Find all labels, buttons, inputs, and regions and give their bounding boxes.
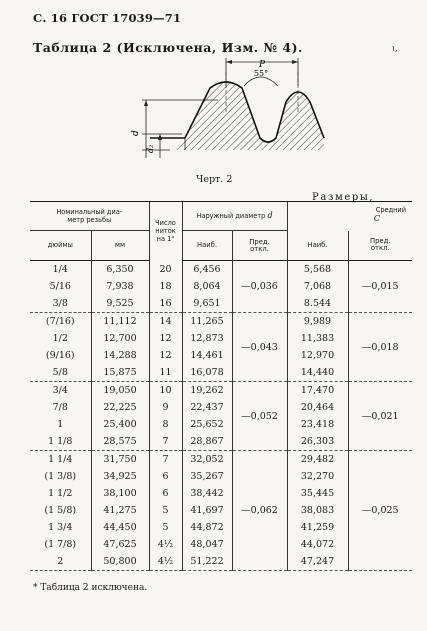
header-nominal-diameter: Номинальный диа- метр резьбы [30,202,149,231]
cell-outer-max: 48,047 [182,536,232,553]
cell-inch: 3/4 [52,385,68,397]
cell-mm: 11,112 [91,313,149,331]
cell-mm: 41,275 [91,502,149,519]
cell-threads: 7 [149,433,182,451]
cell-mm: 12,700 [91,330,149,347]
cell-mm: 50,800 [91,553,149,571]
cell-mean-max: 9,989 [287,313,348,331]
cell-mm: 22,225 [91,400,149,417]
cell-outer-tolerance: —0,043 [232,313,287,382]
cell-mm: 38,100 [91,485,149,502]
cell-outer-max: 19,262 [182,382,232,400]
table-header [30,202,412,261]
cell-mm: 47,625 [91,536,149,553]
cell-threads: 4½ [149,536,182,553]
cell-threads: 6 [149,469,182,486]
cell-inch: 5/16 [49,280,71,292]
cell-outer-max: 51,222 [182,553,232,571]
page-header: С. 16 ГОСТ 17039—71 [33,11,182,25]
cell-mm: 15,875 [91,364,149,382]
cell-inch: 1 [57,418,64,430]
table-row [30,261,412,279]
cell-mean-max: 41,259 [287,519,348,536]
cell-outer-tolerance: —0,062 [232,451,287,571]
corner-mark: ɩ, [392,44,398,53]
cell-outer-tolerance: —0,036 [232,261,287,313]
cell-mean-tolerance: —0,018 [348,313,412,382]
header-mm: мм [91,231,149,261]
header-mean-diameter: Средний С [287,202,412,231]
cell-outer-max: 14,461 [182,347,232,364]
cell-inch: (1 3/8) [44,471,77,483]
cell-threads: 8 [149,416,182,433]
cell-mean-max: 23,418 [287,416,348,433]
cell-inch: 1/2 [52,333,68,345]
header-inches: дюймы [30,231,91,261]
cell-inch: 2 [30,553,91,571]
cell-threads: 5 [149,519,182,536]
cell-inch: 1 1/8 [30,433,91,451]
cell-inch: 1 1/2 [48,488,73,500]
cell-outer-max: 44,872 [182,519,232,536]
cell-outer-max: 35,267 [182,469,232,486]
header-threads-per-inch: Число ниток на 1" [149,202,182,261]
cell-mm: 7,938 [91,278,149,295]
cell-threads: 6 [149,485,182,502]
cell-inch: (1 7/8) [44,538,77,550]
cell-mm: 25,400 [91,416,149,433]
cell-outer-max: 38,442 [182,485,232,502]
cell-threads: 20 [149,261,182,279]
cell-mean-max: 26,303 [287,433,348,451]
header-mean-max: Наиб. [287,231,348,261]
cell-mm: 6,350 [91,261,149,279]
cell-mm: 14,288 [91,347,149,364]
cell-inch: 5/8 [30,364,91,382]
cell-outer-max: 9,651 [182,295,232,313]
footnote: * Таблица 2 исключена. [33,583,148,593]
cell-threads: 4½ [149,553,182,571]
cell-inch: 3/8 [30,295,91,313]
cell-threads: 14 [149,313,182,331]
cell-outer-max: 6,456 [182,261,232,279]
cell-inch: (9/16) [45,349,75,361]
pitch-label: P [258,60,266,70]
cell-mean-tolerance: —0,015 [348,261,412,313]
cell-outer-max: 8,064 [182,278,232,295]
cell-mm: 9,525 [91,295,149,313]
cell-mean-max: 44,072 [287,536,348,553]
d-label: d [131,130,141,136]
cell-inch: 1 3/4 [48,521,73,533]
cell-mm: 19,050 [91,382,149,400]
cell-inch: 1 1/4 [48,454,73,466]
cell-threads: 12 [149,347,182,364]
header-mean-tolerance: Пред. откл. [348,231,412,261]
cell-mean-max: 29,482 [287,451,348,469]
cell-mm: 31,750 [91,451,149,469]
cell-outer-max: 11,265 [182,313,232,331]
dimensions-label: Размеры, [312,192,375,203]
cell-threads: 5 [149,502,182,519]
cell-threads: 10 [149,382,182,400]
cell-mean-max: 20,464 [287,400,348,417]
cell-outer-tolerance: —0,052 [232,382,287,451]
cell-mean-max: 14,440 [287,364,348,382]
cell-outer-max: 25,652 [182,416,232,433]
cell-mean-max: 47,247 [287,553,348,571]
header-outer-tolerance: Пред. откл. [232,231,287,261]
cell-mean-max: 17,470 [287,382,348,400]
cell-threads: 9 [149,400,182,417]
cell-threads: 16 [149,295,182,313]
thread-profile-drawing [120,58,330,170]
cell-mean-tolerance: —0,025 [348,451,412,571]
cell-outer-max: 32,052 [182,451,232,469]
table-row [30,313,412,331]
cell-outer-max: 22,437 [182,400,232,417]
cell-mean-max: 32,270 [287,469,348,486]
table-body [30,261,412,571]
cell-inch: 7/8 [52,402,68,414]
cell-outer-max: 16,078 [182,364,232,382]
cell-outer-max: 41,697 [182,502,232,519]
thread-dimensions-table [30,201,412,571]
cell-mean-max: 8.544 [287,295,348,313]
cell-inch: (7/16) [45,316,75,328]
d2-label: d₂ [146,144,155,153]
cell-mean-max: 7,068 [287,278,348,295]
cell-inch: 1/4 [52,263,68,275]
cell-mean-max: 38,083 [287,502,348,519]
cell-outer-max: 28,867 [182,433,232,451]
cell-mean-max: 35,445 [287,485,348,502]
header-outer-max: Наиб. [182,231,232,261]
table-row [30,382,412,400]
cell-mean-tolerance: —0,021 [348,382,412,451]
cell-mm: 28,575 [91,433,149,451]
cell-mean-max: 12,970 [287,347,348,364]
cell-mean-max: 11,383 [287,330,348,347]
cell-outer-max: 12,873 [182,330,232,347]
drawing-caption: Черт. 2 [196,174,233,185]
angle-arc [244,77,278,86]
cell-threads: 12 [149,330,182,347]
cell-threads: 18 [149,278,182,295]
cell-mm: 44,450 [91,519,149,536]
header-outer-diameter: Наружный диаметр d [182,202,287,231]
angle-label: 55° [253,69,269,78]
cell-mean-max: 5,568 [287,261,348,279]
cell-threads: 11 [149,364,182,382]
cell-mm: 34,925 [91,469,149,486]
cell-inch: (1 5/8) [44,504,77,516]
cell-threads: 7 [149,451,182,469]
table-row [30,451,412,469]
table-caption: Таблица 2 (Исключена, Изм. № 4). [33,40,303,55]
